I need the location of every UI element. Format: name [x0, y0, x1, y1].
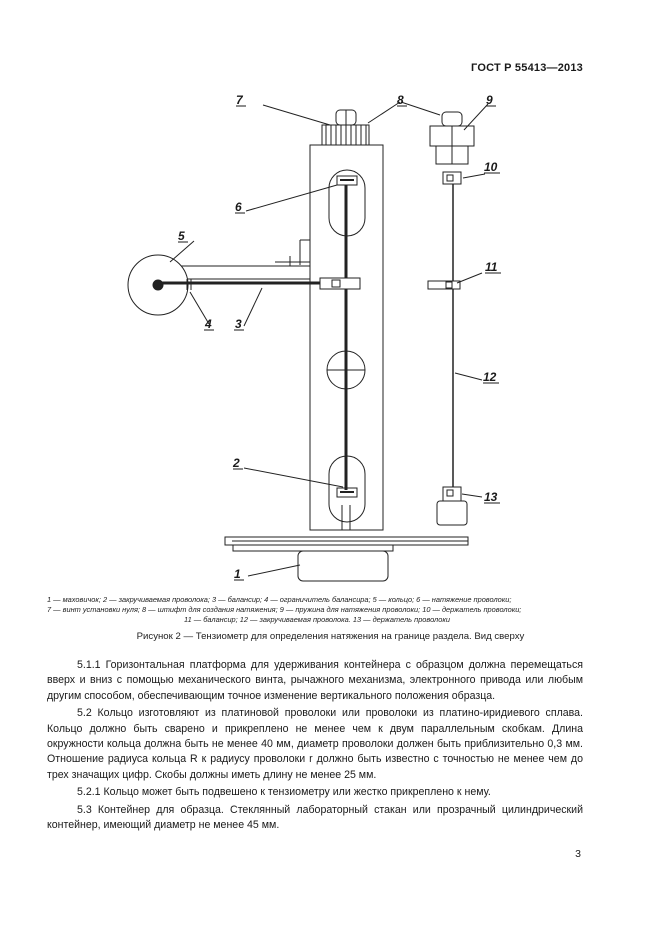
callout-6: 6 — [235, 200, 242, 214]
balance-beam-detail — [428, 281, 460, 289]
handwheel — [298, 551, 388, 581]
body-text — [47, 658, 583, 835]
callout-13: 13 — [484, 490, 498, 504]
callout-2: 2 — [233, 456, 240, 470]
paragraph: 5.2 Кольцо изготовляют из платиновой проволоки или проволоки из платино-иридиевого сплава. Кольцо должно быть сварено и прикреплено не менее чем к двум параллельным скобкам. Длина окружности кольца должна быть не менее 40 мм, диаметр проволоки должен быть приблизительно 0,3 мм. Отношение радиуса кольца R к радиусу проволоки r должно быть известно с точностью не менее чем до трех значащих цифр. Скобы должны иметь длину не менее 25 мм. — [47, 707, 583, 781]
callout-5: 5 — [178, 229, 185, 243]
figure-caption: Рисунок 2 — Тензиометр для определения натяжения на границе раздела. Вид сверху — [136, 631, 525, 642]
tension-pin — [442, 112, 462, 126]
callout-10: 10 — [484, 160, 498, 174]
standard-header: ГОСТ Р 55413—2013 — [471, 62, 583, 74]
paragraph: 5.2.1 Кольцо может быть подвешено к тензиометру или жестко прикреплено к нему. — [77, 786, 491, 799]
callout-8: 8 — [397, 93, 404, 107]
figure-legend — [47, 595, 587, 625]
callout-4: 4 — [205, 317, 212, 331]
callout-12: 12 — [483, 370, 497, 384]
paragraph: 5.1.1 Горизонтальная платформа для удерживания контейнера с образцом должна перемещаться вверх и вниз с помощью механического винта, рычажного механизма, электронного привода или любым другим способом, обеспечивающим точное изменение вертикального положения образца. — [47, 659, 583, 702]
legend-line: 7 — винт установки нуля; 8 — штифт для создания натяжения; 9 — пружина для натяжения проволоки; 10 — держатель проволоки; — [47, 605, 522, 614]
callout-9: 9 — [486, 93, 493, 107]
legend-line: 1 — маховичок; 2 — закручиваемая проволока; 3 — балансир; 4 — ограничитель балансира; 5 — кольцо; 6 — натяжение проволоки; — [47, 595, 512, 604]
paragraph: 5.3 Контейнер для образца. Стеклянный лабораторный стакан или прозрачный цилиндрический контейнер, имеющий диаметр не менее 45 мм. — [47, 803, 583, 832]
callout-3: 3 — [235, 317, 242, 331]
callout-1: 1 — [234, 567, 241, 581]
page-number: 3 — [575, 848, 581, 860]
callout-7: 7 — [236, 93, 243, 107]
callout-11: 11 — [485, 260, 498, 274]
legend-line: 11 — балансир; 12 — закручиваемая проволока. 13 — держатель проволоки — [184, 615, 450, 624]
